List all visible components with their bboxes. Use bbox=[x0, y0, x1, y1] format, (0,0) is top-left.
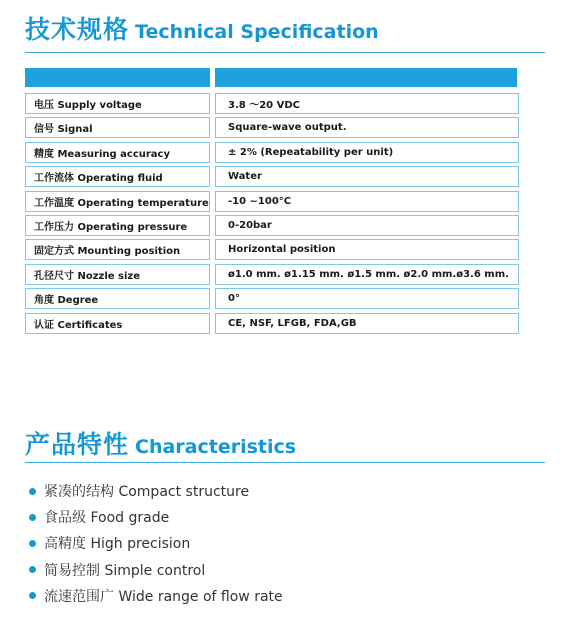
tech-spec-divider bbox=[25, 52, 545, 53]
spec-label: 孔径尺寸 Nozzle size bbox=[25, 264, 210, 285]
bullet-dot-icon bbox=[29, 592, 36, 599]
list-item bbox=[29, 478, 283, 504]
characteristics-divider bbox=[25, 462, 545, 463]
spec-value: -10 ~100°C bbox=[215, 191, 519, 212]
bullet-dot-icon bbox=[29, 488, 36, 495]
feature-text: 高精度 High precision bbox=[44, 536, 191, 553]
spec-label: 信号 Signal bbox=[25, 117, 210, 138]
spec-label: 角度 Degree bbox=[25, 288, 210, 309]
list-item bbox=[29, 583, 283, 609]
spec-value: 3.8 ～20 VDC bbox=[215, 93, 519, 114]
feature-text: 流速范围广 Wide range of flow rate bbox=[44, 588, 283, 605]
spec-label: 固定方式 Mounting position bbox=[25, 239, 210, 260]
spec-value: Water bbox=[215, 166, 519, 187]
spec-row bbox=[25, 288, 519, 312]
feature-text: 食品级 Food grade bbox=[44, 510, 170, 527]
spec-label: 精度 Measuring accuracy bbox=[25, 142, 210, 163]
characteristics-title bbox=[25, 425, 296, 461]
spec-row bbox=[25, 117, 519, 141]
spec-row bbox=[25, 93, 519, 117]
spec-row bbox=[25, 239, 519, 263]
spec-row bbox=[25, 313, 519, 337]
bullet-dot-icon bbox=[29, 566, 36, 573]
spec-value: ø1.0 mm. ø1.15 mm. ø1.5 mm. ø2.0 mm.ø3.6 mm. bbox=[215, 264, 519, 285]
bullet-dot-icon bbox=[29, 514, 36, 521]
list-item bbox=[29, 504, 283, 530]
spec-value: Square-wave output. bbox=[215, 117, 519, 138]
spec-table bbox=[25, 93, 519, 337]
spec-label: 工作温度 Operating temperature bbox=[25, 191, 210, 212]
spec-value: CE, NSF, LFGB, FDA,GB bbox=[215, 313, 519, 334]
tech-spec-title bbox=[25, 10, 379, 46]
spec-header-value-cell bbox=[215, 68, 517, 87]
characteristics-list bbox=[29, 478, 283, 609]
spec-row bbox=[25, 191, 519, 215]
spec-label: 电压 Supply voltage bbox=[25, 93, 210, 114]
spec-row bbox=[25, 166, 519, 190]
tech-spec-title-en: Technical Specification bbox=[135, 21, 379, 43]
feature-text: 简易控制 Simple control bbox=[44, 562, 206, 579]
characteristics-title-en: Characteristics bbox=[135, 436, 297, 458]
spec-header-label-cell bbox=[25, 68, 210, 87]
spec-label: 工作流体 Operating fluid bbox=[25, 166, 210, 187]
spec-value: 0° bbox=[215, 288, 519, 309]
spec-value: Horizontal position bbox=[215, 239, 519, 260]
list-item bbox=[29, 530, 283, 556]
spec-label: 工作压力 Operating pressure bbox=[25, 215, 210, 236]
feature-text: 紧凑的结构 Compact structure bbox=[44, 484, 250, 501]
characteristics-title-cn: 产品特性 bbox=[25, 430, 130, 459]
tech-spec-title-cn: 技术规格 bbox=[25, 15, 130, 44]
spec-label: 认证 Certificates bbox=[25, 313, 210, 334]
spec-value: ± 2% (Repeatability per unit) bbox=[215, 142, 519, 163]
spec-row bbox=[25, 215, 519, 239]
spec-value: 0-20bar bbox=[215, 215, 519, 236]
spec-row bbox=[25, 142, 519, 166]
spec-row bbox=[25, 264, 519, 288]
bullet-dot-icon bbox=[29, 540, 36, 547]
list-item bbox=[29, 557, 283, 583]
